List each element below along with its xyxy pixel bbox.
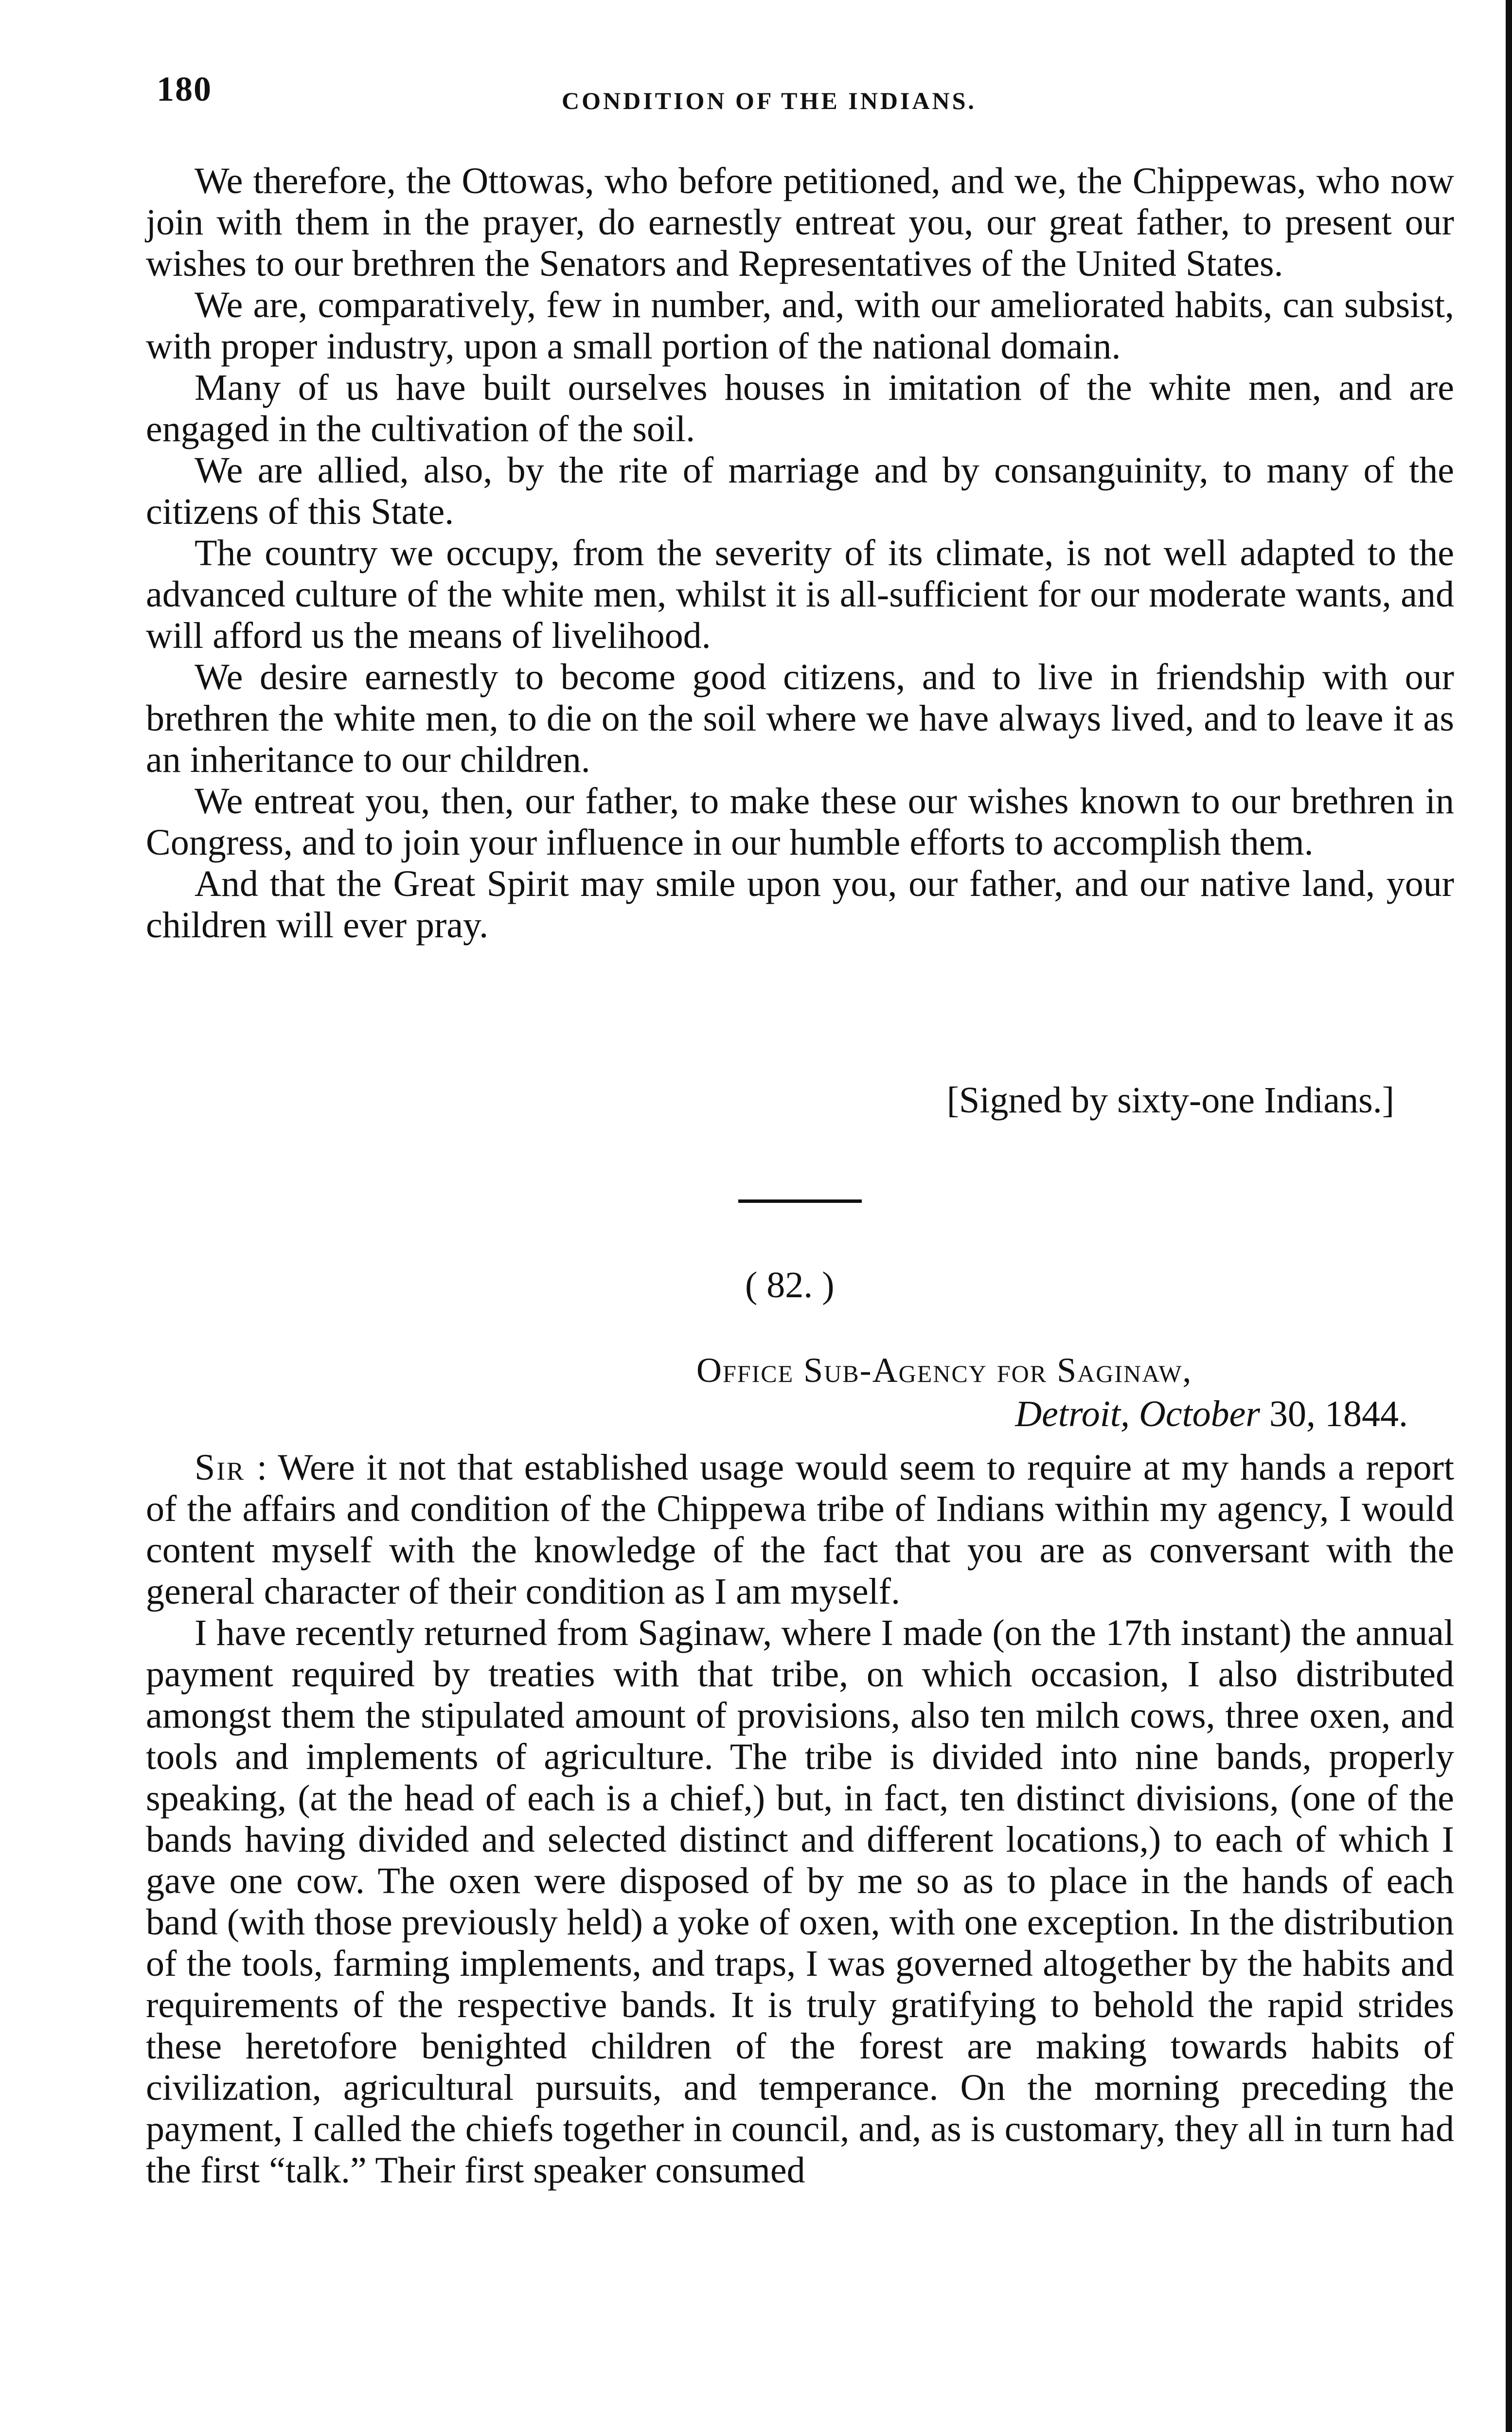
page-number: 180 xyxy=(157,70,212,108)
petition-paragraph: And that the Great Spirit may smile upon you, our father, and our native land, your children will ever pray. xyxy=(146,863,1454,946)
dateline-place: Detroit, xyxy=(1015,1394,1130,1434)
document-number: ( 82. ) xyxy=(745,1265,835,1305)
petition-signature: [Signed by sixty-one Indians.] xyxy=(946,1080,1394,1121)
salutation: Sir xyxy=(195,1447,246,1488)
dateline-day-year: 30, 1844. xyxy=(1260,1394,1408,1434)
running-head: CONDITION OF THE INDIANS. xyxy=(562,87,977,114)
petition-paragraph: Many of us have built ourselves houses in imitation of the white men, and are engaged in the cultivation of the soil. xyxy=(146,367,1454,449)
letter-paragraph-text: : Were it not that established usage would seem to require at my hands a report of the affairs and condition of the Chippewa tribe of Indians within my agency, I would content myself with the knowledge of the fact that you are as conversant with the general character of their condition as I am myself. xyxy=(146,1447,1454,1612)
letter-office-heading: Office Sub-Agency for Saginaw, xyxy=(696,1351,1192,1390)
letter-dateline xyxy=(1015,1394,1408,1435)
petition-paragraph: We therefore, the Ottowas, who before petitioned, and we, the Chippewas, who now join with them in the prayer, do earnestly entreat you, our great father, to present our wishes to our brethren the Senators and Representatives of the United States. xyxy=(146,161,1454,284)
petition-paragraph: The country we occupy, from the severity of its climate, is not well adapted to the advanced culture of the white men, whilst it is all-sufficient for our moderate wants, and will afford us the means of livelihood. xyxy=(146,533,1454,656)
scan-edge-right xyxy=(1506,0,1512,2432)
letter-body xyxy=(146,1447,1454,2191)
petition-paragraph: We entreat you, then, our father, to make these our wishes known to our brethren in Congress, and to join your influence in our humble efforts to accomplish them. xyxy=(146,781,1454,863)
petition-paragraph: We desire earnestly to become good citizens, and to live in friendship with our brethren the white men, to die on the soil where we have always lived, and to leave it as an inheritance to our children. xyxy=(146,657,1454,780)
dateline-month: October xyxy=(1138,1394,1260,1434)
letter-paragraph xyxy=(146,1447,1454,1612)
petition-text xyxy=(146,161,1454,946)
petition-paragraph: We are allied, also, by the rite of marriage and by consanguinity, to many of the citizens of this State. xyxy=(146,450,1454,532)
section-divider xyxy=(738,1199,862,1203)
petition-paragraph: We are, comparatively, few in number, and, with our ameliorated habits, can subsist, with proper industry, upon a small portion of the national domain. xyxy=(146,285,1454,367)
letter-paragraph: I have recently returned from Saginaw, where I made (on the 17th instant) the annual payment required by treaties with that tribe, on which occasion, I also distributed amongst them the stipulated amount of provisions, also ten milch cows, three oxen, and tools and implements of agriculture. The tribe is divided into nine bands, properly speaking, (at the head of each is a chief,) but, in fact, ten distinct divisions, (one of the bands having divided and selected distinct and different locations,) to each of which I gave one cow. The oxen were disposed of by me so as to place in the hands of each band (with those previously held) a yoke of oxen, with one exception. In the distribution of the tools, farming implements, and traps, I was governed altogether by the habits and requirements of the respective bands. It is truly gratifying to behold the rapid strides these heretofore benighted children of the forest are making towards habits of civilization, agricultural pursuits, and temperance. On the morning preceding the payment, I called the chiefs together in council, and, as is customary, they all in turn had the first “talk.” Their first speaker consumed xyxy=(146,1612,1454,2191)
